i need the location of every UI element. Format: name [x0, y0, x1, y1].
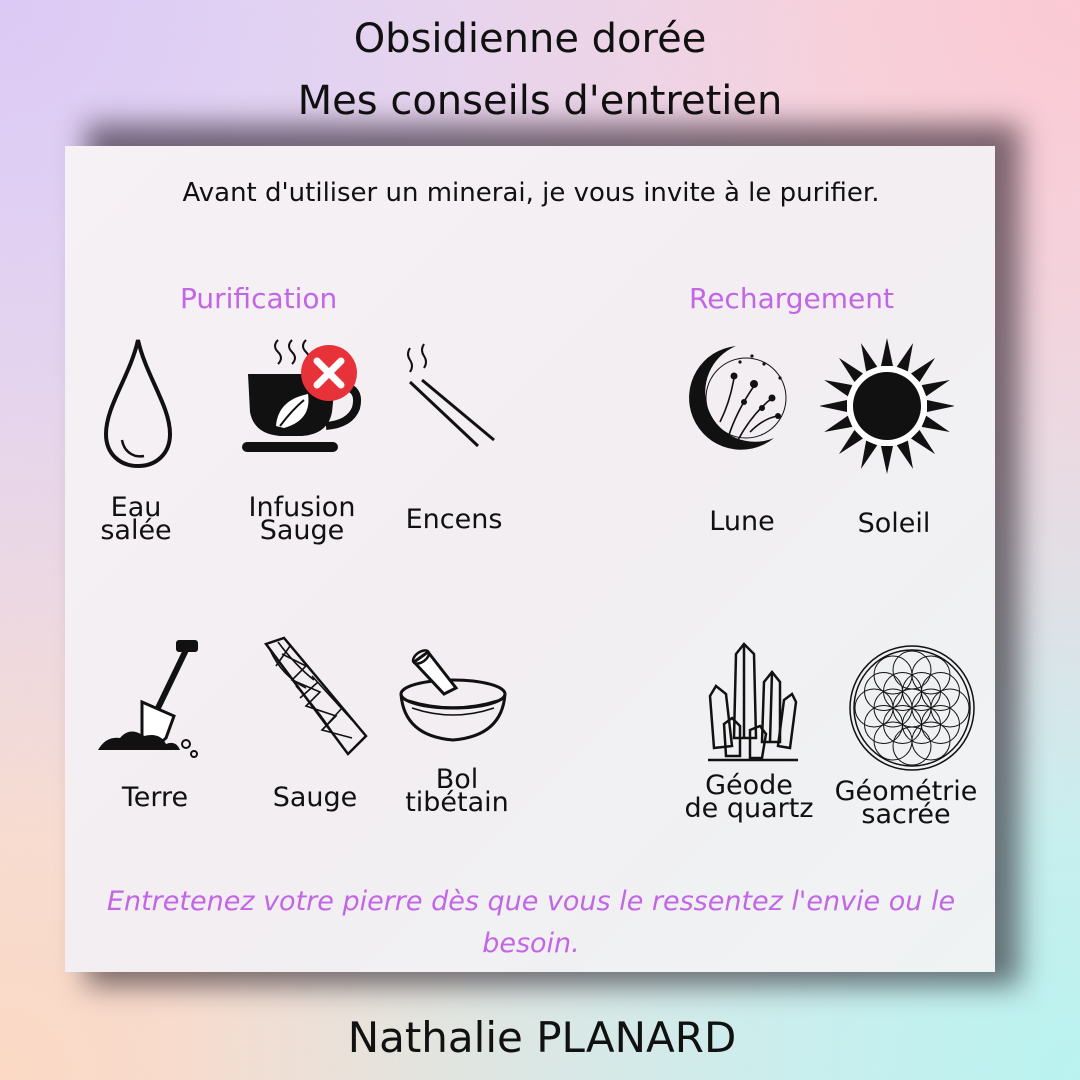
sage-bundle-icon [262, 636, 370, 760]
shovel-icon [96, 636, 200, 760]
author-signature: Nathalie PLANARD [347, 1013, 737, 1062]
label-encens: Encens [405, 504, 503, 535]
label-terre: Terre [121, 782, 189, 813]
water-drop-icon [100, 336, 176, 470]
label-eau-salee: Eau salée [100, 492, 172, 546]
section-title-recharge: Rechargement [689, 282, 894, 315]
label-lune: Lune [709, 506, 775, 537]
label-sauge: Sauge [272, 782, 358, 813]
moon-icon [680, 342, 790, 454]
info-card [65, 146, 995, 972]
page-subtitle: Mes conseils d'entretien [297, 78, 783, 124]
quartz-crystal-icon [706, 642, 800, 764]
section-title-purification: Purification [180, 282, 338, 315]
label-geometrie-sacree: Géométrie sacrée [834, 776, 978, 830]
red-x-icon [300, 344, 358, 402]
label-bol-tibetain: Bol tibétain [405, 764, 509, 818]
incense-icon [402, 342, 498, 450]
flower-of-life-icon [848, 644, 976, 772]
label-infusion-sauge: Infusion Sauge [248, 492, 356, 546]
singing-bowl-icon [398, 644, 508, 744]
page-title: Obsidienne dorée [353, 16, 707, 62]
care-note: Entretenez votre pierre dès que vous le ressentez l'envie ou le besoin. [106, 886, 956, 959]
label-soleil: Soleil [857, 508, 931, 539]
label-geode-de-quartz: Géode de quartz [684, 770, 814, 824]
intro-text: Avant d'utiliser un minerai, je vous invite à le purifier. [182, 178, 880, 208]
sun-icon [820, 338, 954, 474]
